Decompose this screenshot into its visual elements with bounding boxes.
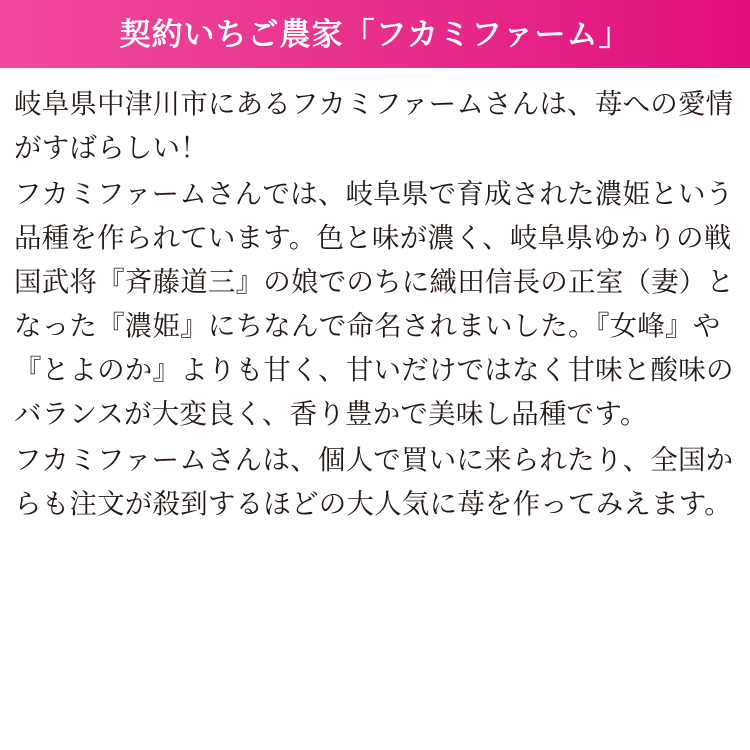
paragraph-1: 岐阜県中津川市にあるフカミファームさんは、苺への愛情がすばらしい！ — [14, 88, 734, 163]
page-header-band — [0, 0, 750, 68]
page-title: 契約いちご農家「フカミファーム」 — [119, 16, 631, 52]
body-text-area — [0, 68, 750, 526]
paragraph-3: フカミファームさんは、個人で買いに来られたり、全国からも注文が殺到するほどの大人気に苺を作ってみえます。 — [14, 444, 734, 519]
paragraph-2: フカミファームさんでは、岐阜県で育成された濃姫という品種を作られています。色と味が濃く、岐阜県ゆかりの戦国武将『斉藤道三』の娘でのちに織田信長の正室（妻）となった『濃姫』にちなんで命名されまいした。『女峰』や『とよのか』よりも甘く、甘いだけではなく甘味と酸味のバランスが大変良く、香り豊かで美味し品種です。 — [14, 178, 735, 429]
